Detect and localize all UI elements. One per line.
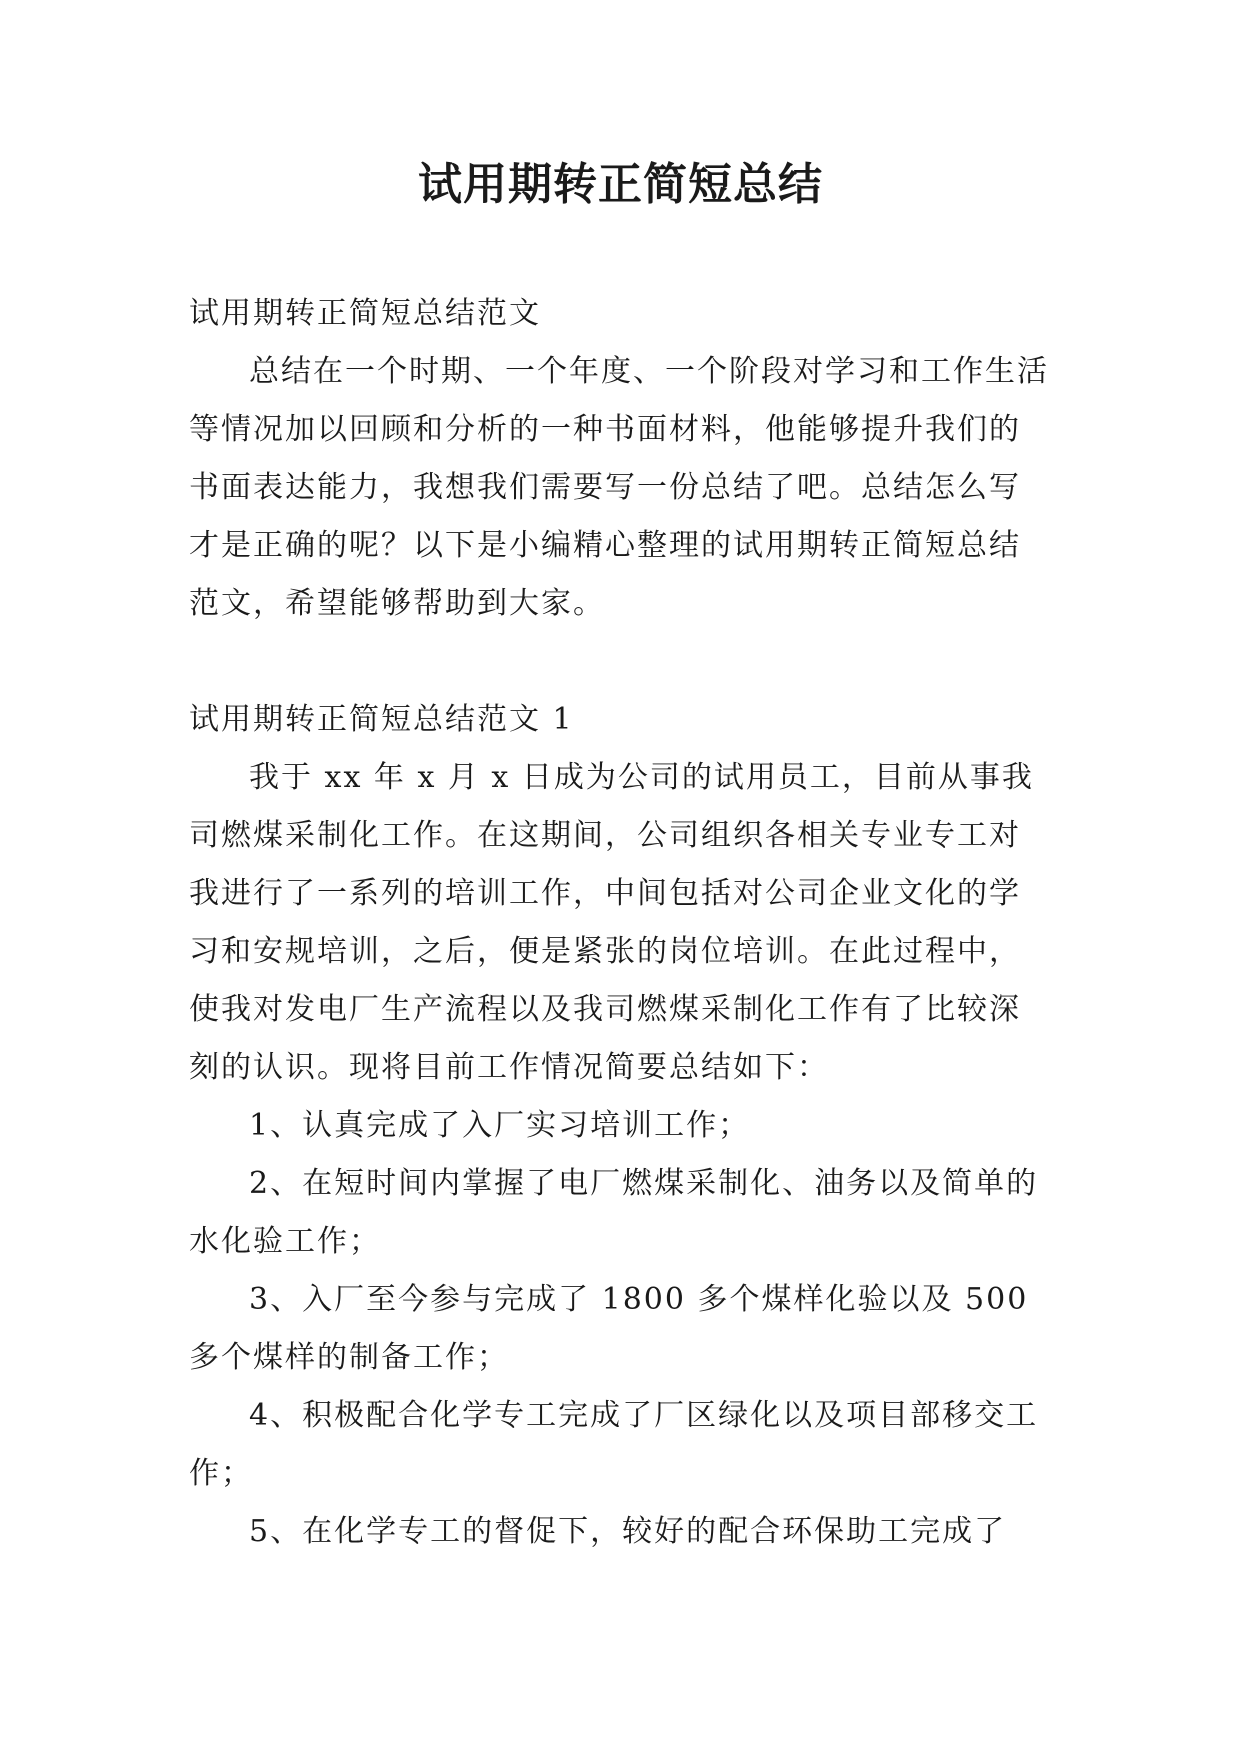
document-body	[189, 285, 1051, 1561]
section1-paragraph: 我于 xx 年 x 月 x 日成为公司的试用员工，目前从事我司燃煤采制化工作。在这期间，公司组织各相关专业专工对我进行了一系列的培训工作，中间包括对公司企业文化的学习和安规培训，之后，便是紧张的岗位培训。在此过程中，使我对发电厂生产流程以及我司燃煤采制化工作有了比较深刻的认识。现将目前工作情况简要总结如下：	[189, 760, 1034, 1085]
list-item-5: 5、在化学专工的督促下，较好的配合环保助工完成了	[249, 1514, 1007, 1549]
intro-paragraph: 总结在一个时期、一个年度、一个阶段对学习和工作生活等情况加以回顾和分析的一种书面材料，他能够提升我们的书面表达能力，我想我们需要写一份总结了吧。总结怎么写才是正确的呢？以下是小编精心整理的试用期转正简短总结范文，希望能够帮助到大家。	[189, 354, 1049, 621]
list-item-4: 4、积极配合化学专工完成了厂区绿化以及项目部移交工作；	[189, 1398, 1039, 1491]
list-item-3: 3、入厂至今参与完成了 1800 多个煤样化验以及 500 多个煤样的制备工作；	[189, 1282, 1029, 1375]
list-item-1: 1、认真完成了入厂实习培训工作；	[249, 1108, 751, 1143]
section-spacer	[189, 633, 1051, 691]
list-item-2: 2、在短时间内掌握了电厂燃煤采制化、油务以及简单的水化验工作；	[189, 1166, 1039, 1259]
intro-heading: 试用期转正简短总结范文	[189, 296, 541, 331]
section1-heading: 试用期转正简短总结范文 1	[189, 702, 574, 737]
document-title: 试用期转正简短总结	[418, 159, 823, 210]
